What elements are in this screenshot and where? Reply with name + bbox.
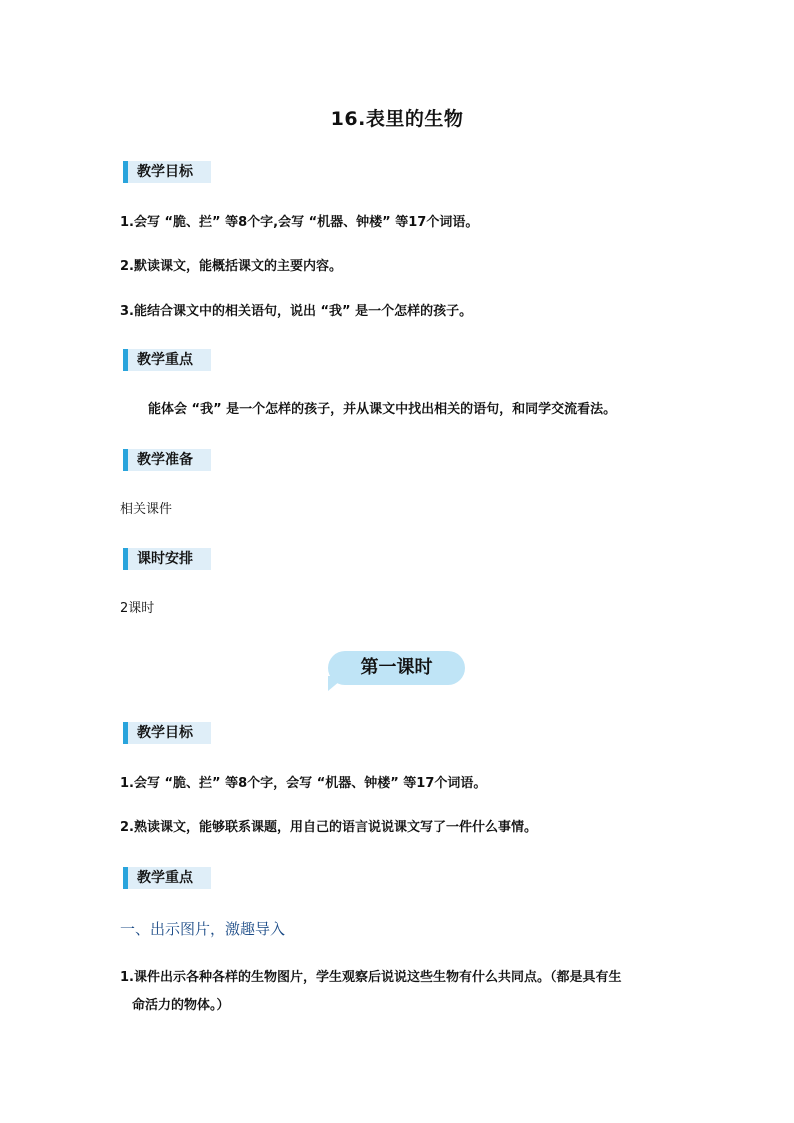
section-tag-teaching-key-points: 教学重点: [123, 349, 211, 371]
lesson-label: 第一课时: [328, 651, 465, 685]
section-tag-teaching-key-points-2: 教学重点: [123, 867, 211, 889]
paragraph-line: 命活力的物体。）: [132, 998, 230, 1013]
page-title: 16.表里的生物: [330, 108, 464, 130]
part-paragraph: [120, 964, 690, 1020]
section-tag-teaching-goals-2: 教学目标: [123, 722, 211, 744]
goal-item: 1.会写 “脆、拦” 等8个字,会写 “机器、钟楼” 等17个词语。: [120, 215, 479, 230]
section-tag-schedule: 课时安排: [123, 548, 211, 570]
key-point-text: 能体会 “我” 是一个怎样的孩子，并从课文中找出相关的语句，和同学交流看法。: [148, 402, 617, 417]
section-tag-teaching-preparation: 教学准备: [123, 449, 211, 471]
preparation-text: 相关课件: [120, 502, 173, 517]
part-heading: 一、出示图片，激趣导入: [120, 920, 286, 938]
paragraph-line: 1.课件出示各种各样的生物图片，学生观察后说说这些生物有什么共同点。（都是具有生: [120, 970, 622, 985]
goal-item: 3.能结合课文中的相关语句，说出 “我” 是一个怎样的孩子。: [120, 304, 473, 319]
section-tag-teaching-goals: 教学目标: [123, 161, 211, 183]
goal-item: 1.会写 “脆、拦” 等8个字，会写 “机器、钟楼” 等17个词语。: [120, 776, 487, 791]
schedule-text: 2课时: [120, 601, 155, 616]
goal-item: 2.熟读课文，能够联系课题，用自己的语言说说课文写了一件什么事情。: [120, 820, 537, 835]
goal-item: 2.默读课文，能概括课文的主要内容。: [120, 259, 342, 274]
